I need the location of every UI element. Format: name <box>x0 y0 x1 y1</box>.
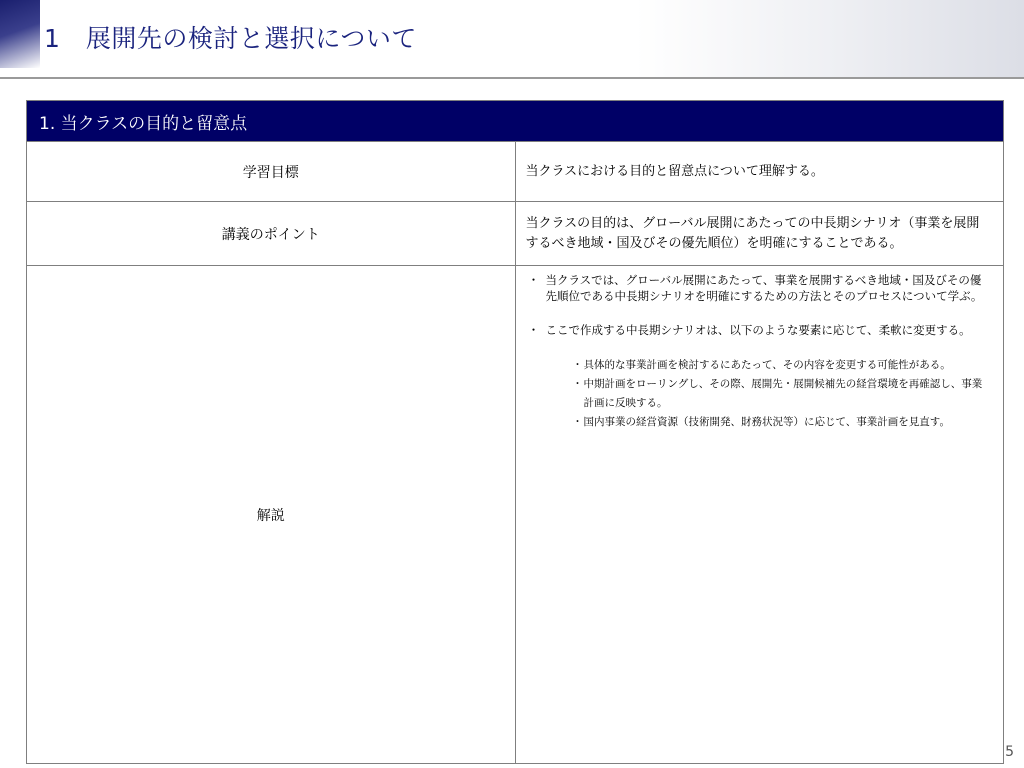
explanation-item <box>522 272 992 304</box>
bullet-marker: ・ <box>572 378 583 390</box>
explanation-item <box>522 322 992 338</box>
sub-list-item-text: 具体的な事業計画を検討するにあたって、その内容を変更する可能性がある。 <box>583 359 951 371</box>
lecture-point-text: 当クラスの目的は、グローバル展開にあたっての中長期シナリオ（事業を展開するべき地域・国及びその優先順位）を明確にすることである。 <box>515 202 1004 266</box>
page-number: 5 <box>1005 744 1014 760</box>
lecture-point-label: 講義のポイント <box>27 202 516 266</box>
title-bar <box>0 0 1024 78</box>
learning-goal-text: 当クラスにおける目的と留意点について理解する。 <box>515 142 1004 202</box>
learning-goal-label: 学習目標 <box>27 142 516 202</box>
explanation-item-text: 当クラスでは、グローバル展開にあたって、事業を展開するべき地域・国及びその優先順位である中長期シナリオを明確にするための方法とそのプロセスについて学ぶ。 <box>545 273 983 303</box>
table-header-row <box>27 101 1004 142</box>
table-row-lecture-point <box>27 202 1004 266</box>
sub-list-item-text: 国内事業の経営資源（技術開発、財務状況等）に応じて、事業計画を見直す。 <box>583 416 950 428</box>
content-table <box>26 100 1004 764</box>
explanation-sub-list <box>522 356 992 432</box>
title-divider <box>0 77 1024 79</box>
table-row-learning-goal <box>27 142 1004 202</box>
bullet-marker: ・ <box>572 416 583 428</box>
bullet-marker: ・ <box>572 359 583 371</box>
explanation-item-text: ここで作成する中長期シナリオは、以下のような要素に応じて、柔軟に変更する。 <box>545 323 971 337</box>
table-row-explanation <box>27 266 1004 764</box>
explanation-content <box>515 266 1004 764</box>
bullet-marker: ・ <box>527 273 540 287</box>
title-accent-decoration <box>0 0 40 68</box>
bullet-marker: ・ <box>527 323 540 337</box>
sub-list-item-text: 中期計画をローリングし、その際、展開先・展開候補先の経営環境を再確認し、事業計画に反映する。 <box>583 378 983 409</box>
explanation-label: 解説 <box>27 266 516 764</box>
sub-list-item <box>572 375 992 413</box>
sub-list-item <box>572 356 992 375</box>
slide-title: 1 展開先の検討と選択について <box>44 24 417 53</box>
sub-list-item <box>572 413 992 432</box>
table-header: 1. 当クラスの目的と留意点 <box>27 101 1004 142</box>
